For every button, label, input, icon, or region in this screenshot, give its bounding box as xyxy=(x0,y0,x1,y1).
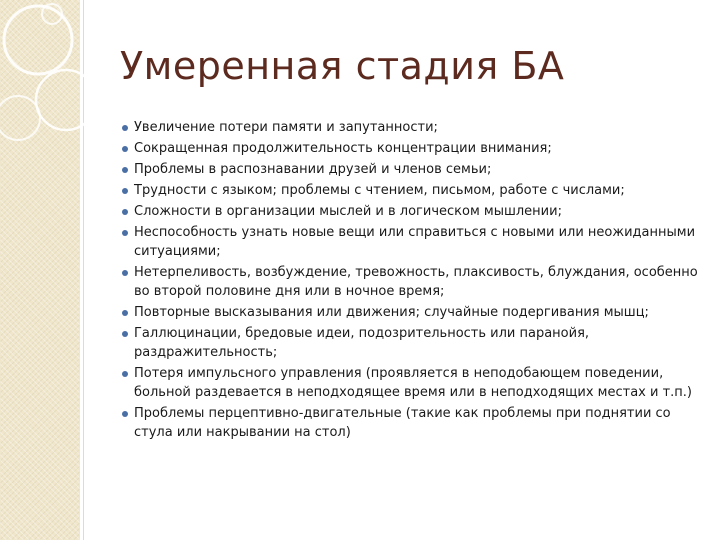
list-item xyxy=(120,404,700,442)
list-item-text: Сложности в организации мыслей и в логическом мышлении; xyxy=(134,204,562,219)
deco-circle-small xyxy=(0,96,40,140)
bullet-list xyxy=(120,118,700,444)
bullet-icon xyxy=(122,230,128,236)
list-item xyxy=(120,181,700,200)
list-item-text: Повторные высказывания или движения; случайные подергивания мышц; xyxy=(134,305,649,320)
list-item-text: Галлюцинации, бредовые идеи, подозрительность или паранойя, раздражительность; xyxy=(134,326,590,360)
list-item xyxy=(120,223,700,261)
bullet-icon xyxy=(122,188,128,194)
deco-circle-medium xyxy=(36,70,96,130)
bullet-icon xyxy=(122,125,128,131)
bullet-icon xyxy=(122,331,128,337)
bullet-icon xyxy=(122,146,128,152)
list-item xyxy=(120,303,700,322)
list-item xyxy=(120,139,700,158)
list-item-text: Неспособность узнать новые вещи или справиться с новыми или неожиданными ситуациями; xyxy=(134,225,696,259)
bullet-icon xyxy=(122,371,128,377)
list-item-text: Проблемы в распознавании друзей и членов семьи; xyxy=(134,162,492,177)
list-item-text: Потеря импульсного управления (проявляется в неподобающем поведении, больной раздевается в неподходящее время или в неподходящих местах и т.п.) xyxy=(134,366,692,400)
list-item xyxy=(120,263,700,301)
list-item xyxy=(120,364,700,402)
bullet-icon xyxy=(122,209,128,215)
bullet-icon xyxy=(122,310,128,316)
list-item xyxy=(120,324,700,362)
list-item xyxy=(120,202,700,221)
bullet-icon xyxy=(122,411,128,417)
slide-title: Умеренная стадия БА xyxy=(120,44,565,88)
list-item-text: Трудности с языком; проблемы с чтением, письмом, работе с числами; xyxy=(134,183,625,198)
bullet-icon xyxy=(122,270,128,276)
list-item xyxy=(120,118,700,137)
list-item-text: Нетерпеливость, возбуждение, тревожность, плаксивость, блуждания, особенно во второй половине дня или в ночное время; xyxy=(134,265,698,299)
list-item-text: Сокращенная продолжительность концентрации внимания; xyxy=(134,141,552,156)
list-item xyxy=(120,160,700,179)
decorative-circles xyxy=(0,0,120,200)
bullet-icon xyxy=(122,167,128,173)
list-item-text: Проблемы перцептивно-двигательные (такие как проблемы при поднятии со стула или накрывании на стол) xyxy=(134,406,671,440)
list-item-text: Увеличение потери памяти и запутанности; xyxy=(134,120,438,135)
